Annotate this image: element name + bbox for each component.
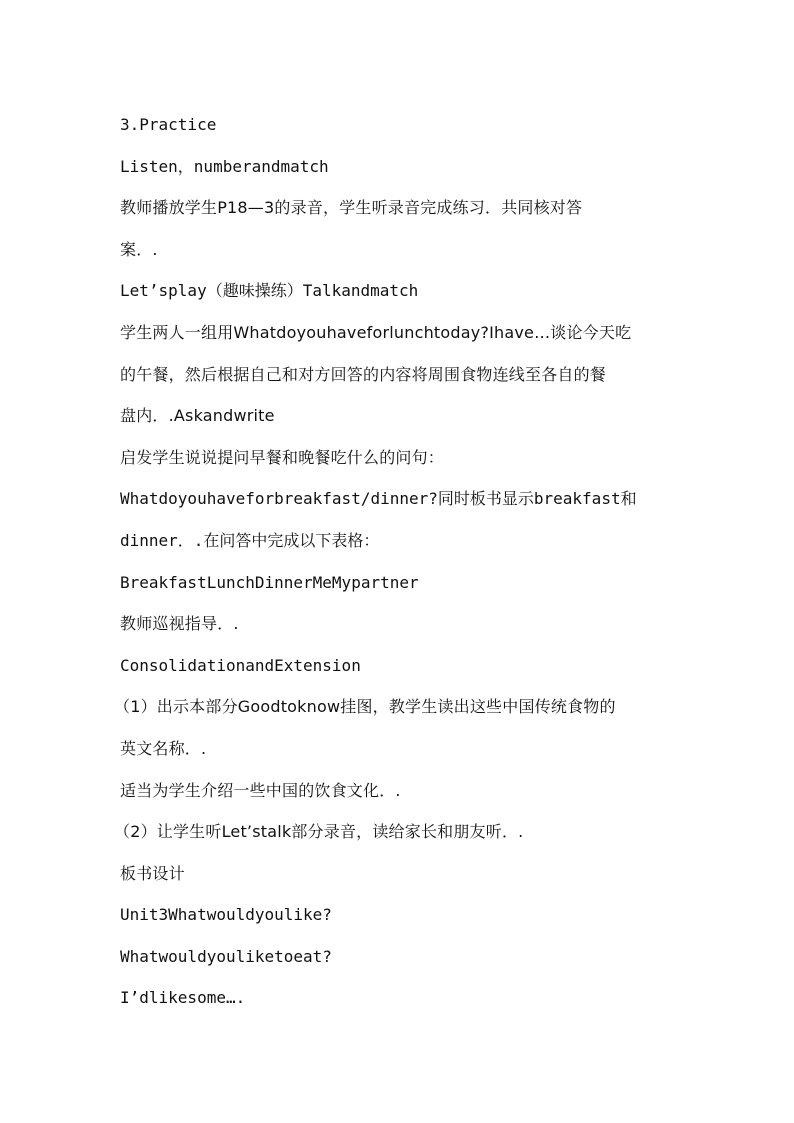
paragraph-line: 启发学生说说提问早餐和晚餐吃什么的问句： [120, 447, 445, 467]
activity-title-listen: Listen，numberandmatch [120, 156, 329, 176]
paragraph-line: 案．. [120, 239, 158, 259]
paragraph-line: （1）出示本部分Goodtoknow挂图，教学生读出这些中国传统食物的 [114, 697, 616, 717]
paragraph-line: 英文名称．. [120, 738, 207, 758]
section-heading-practice: 3.Practice [120, 115, 217, 134]
board-line-question: Whatwouldyouliketoeat? [120, 946, 332, 966]
board-line-answer: I’dlikesome…. [120, 988, 246, 1008]
section-heading-consolidation: ConsolidationandExtension [120, 655, 361, 675]
paragraph-line: Whatdoyouhaveforbreakfast/dinner?同时板书显示breakfast和 [120, 489, 637, 509]
activity-title-lets-play: Let’splay（趣味操练）Talkandmatch [120, 281, 419, 301]
document-body [114, 104, 690, 1019]
paragraph-line: 适当为学生介绍一些中国的饮食文化．. [120, 780, 401, 800]
paragraph-line: 的午餐，然后根据自己和对方回答的内容将周围食物连线至各自的餐 [120, 364, 607, 384]
paragraph-line: 盘内．.Askandwrite [120, 406, 275, 426]
paragraph-line: 教师播放学生P18—3的录音，学生听录音完成练习．共同核对答 [120, 198, 583, 218]
section-heading-board-design: 板书设计 [120, 863, 185, 883]
paragraph-line: 教师巡视指导．. [120, 614, 239, 634]
table-header-text: BreakfastLunchDinnerMeMypartner [120, 572, 419, 592]
paragraph-line: （2）让学生听Let’stalk部分录音，读给家长和朋友听．. [114, 822, 524, 842]
paragraph-line: 学生两人一组用Whatdoyouhaveforlunchtoday?Ihave…谈论今天吃 [120, 322, 632, 342]
board-line-unit-title: Unit3Whatwouldyoulike? [120, 905, 332, 925]
paragraph-line: dinner．.在问答中完成以下表格： [120, 530, 380, 550]
